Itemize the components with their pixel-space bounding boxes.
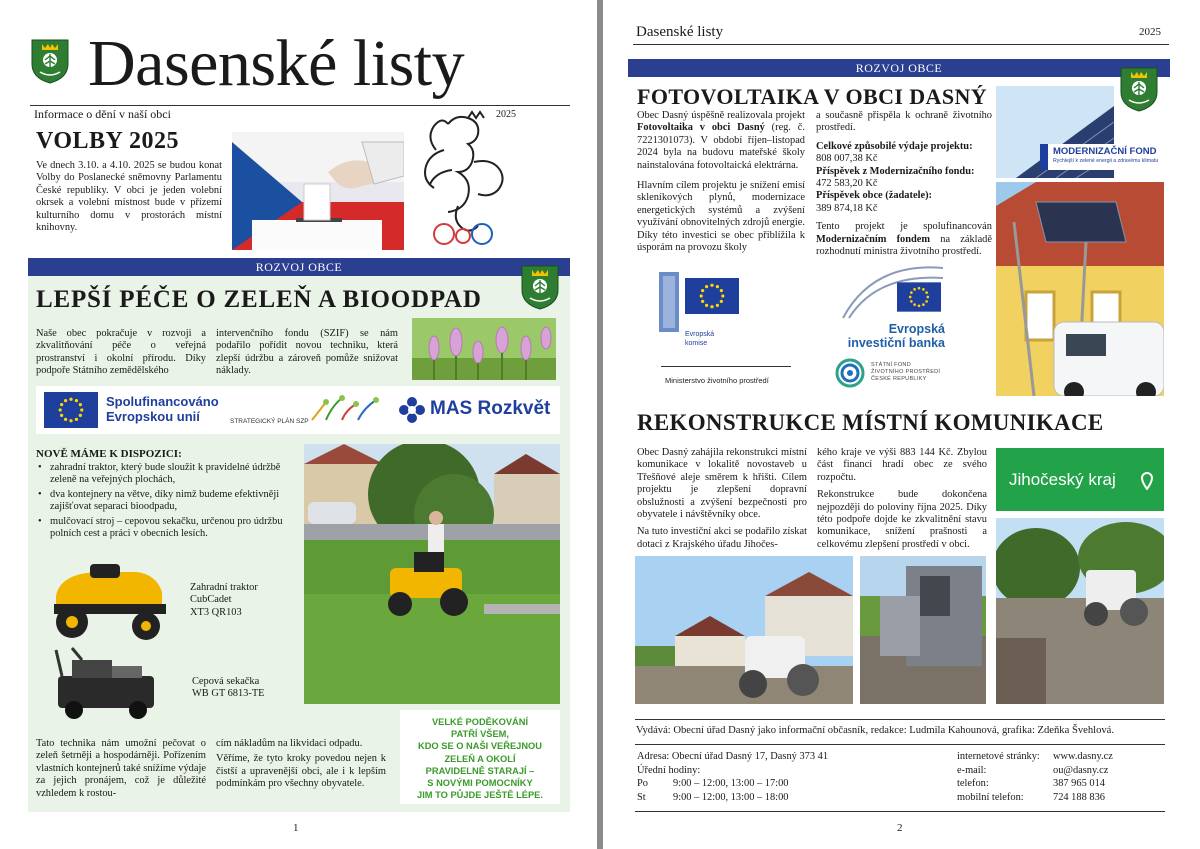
footer-rule-mid <box>635 744 1165 745</box>
eu-line1: Spolufinancováno <box>106 394 219 409</box>
closing-col2 <box>216 738 386 791</box>
footer-rule-bottom <box>635 811 1165 812</box>
tractor-caption-3: XT3 QR103 <box>190 606 242 618</box>
footer-contact-table <box>957 750 1121 804</box>
village-crest-icon-3 <box>1119 66 1159 112</box>
page-number-2: 2 <box>897 822 903 834</box>
rek-p4: Rekonstrukce bude dokončena nejpozději do poloviny října 2025. Díky této podpoře dojde ke zkvalitnění stavu komunikace, snížení prašnosti a celkovému zlepšení prostředí v obci. <box>817 489 987 550</box>
fve-p4-pre: Tento projekt je spolufinancován <box>816 221 992 233</box>
list-item: • zahradní traktor, který bude sloužit k pravidelné údržbě zeleně na veřejných plochách, <box>36 462 296 487</box>
footer-st-hours: 9:00 – 12:00, 13:00 – 18:00 <box>673 791 789 803</box>
zelen-intro-col1: Naše obec pokračuje v rozvoji a zkvalitňování péče o veřejná prostranství i okolní přírodu. Díky podpoře Státního zemědělského <box>36 328 206 377</box>
fve-col1 <box>637 110 805 254</box>
list-item: • mulčovací stroj – cepovou sekačku, určenou pro údržbu polních cest a práci v obecních lesích. <box>36 516 296 541</box>
footer-vydava: Vydává: Obecní úřad Dasný jako informační občasník, redakce: Ludmila Kahounová, grafika: Zdeňka Švehlová. <box>636 725 1115 736</box>
eib-logo <box>887 322 945 336</box>
coat-of-arms-lion-icon <box>418 110 510 250</box>
footer-web-value[interactable]: www.dasny.cz <box>1053 751 1113 762</box>
mas-flower-icon <box>398 396 426 424</box>
ek-line2: komise <box>685 340 708 347</box>
closing-col2-a: cím nákladům na likvidaci odpadu. <box>216 738 363 749</box>
mzp-logo: Ministerstvo životního prostředí <box>665 376 769 385</box>
village-crest-icon-2 <box>520 264 560 310</box>
footer-st-day: St <box>637 791 646 803</box>
closing-col1: Tato technika nám umožní pečovat o zeleň šetrněji a hospodárněji. Pořízením vlastních kontejnerů také snížíme výdaje za jejich pronájem, což je důležité vzhledem k rostou- <box>36 738 206 799</box>
rek-p1: Obec Dasný zahájila rekonstrukci místní komunikace v lokalitě novostaveb u Třešňové aleje směrem k hřišti. Cílem projektu je zlepšení dopravní obslužnosti a zvýšení bezpečnosti pro obyvatele i návštěvníky obce. <box>637 447 807 521</box>
page-number-1: 1 <box>293 822 299 834</box>
eu-cofinanced-logo <box>106 394 219 424</box>
road-milling-photo <box>860 556 986 704</box>
fve-cost-label: Celkové způsobilé výdaje projektu: <box>816 140 973 152</box>
section-bar-rozvoj-obce-2: ROZVOJ OBCE <box>628 59 1170 77</box>
rek-col2 <box>817 447 987 551</box>
thanks-line: VELKÉ PODĚKOVÁNÍ <box>431 717 529 727</box>
mzp-rule <box>661 366 791 367</box>
masthead-rule <box>30 105 570 106</box>
volby-heading: VOLBY 2025 <box>36 128 179 154</box>
tractor-caption <box>190 582 258 619</box>
map-pin-icon <box>1141 472 1153 490</box>
fve-p4 <box>816 221 992 258</box>
footer-mob-value: 724 188 836 <box>1053 791 1105 803</box>
tractor-image <box>46 556 168 642</box>
page-1 <box>0 0 597 849</box>
zelen-intro-col2: intervenčního fondu (SZIF) se nám podařilo pořídit novou techniku, která zlepší údržbu a zároveň pomůže snižovat náklady. <box>216 328 398 377</box>
rek-heading: REKONSTRUKCE MÍSTNÍ KOMUNIKACE <box>637 410 1104 435</box>
modfond-sub: Rychlejší k zelené energii a zdravému klimatu <box>1053 158 1159 164</box>
fve-p4-bold: Modernizačním fondem <box>816 233 931 245</box>
page2-header-year: 2025 <box>1139 26 1161 38</box>
mower-caption-1: Cepová sekačka <box>192 676 260 687</box>
masthead-subtitle: Informace o dění v naší obci <box>34 107 171 121</box>
fve-cost-value: 808 007,38 Kč <box>816 153 878 165</box>
footer-po-day: Po <box>637 778 648 789</box>
footer-email-value[interactable]: ou@dasny.cz <box>1053 764 1109 776</box>
sfzp-line3: ČESKÉ REPUBLIKY <box>871 376 927 382</box>
road-roller-photo-2 <box>996 518 1164 704</box>
eib-line1: Evropská <box>888 322 945 336</box>
thanks-line: PATŘÍ VŠEM, <box>450 729 510 740</box>
masthead-year: 2025 <box>496 109 516 120</box>
footer-address-table <box>637 750 836 804</box>
ek-line1: Evropská <box>685 331 715 338</box>
thanks-line: JIM TO PŮJDE JEŠTĚ LÉPE. <box>417 790 543 801</box>
sfzp-logo <box>871 362 940 383</box>
section-bar-rozvoj-obce: ROZVOJ OBCE <box>28 258 570 276</box>
thanks-box <box>400 710 560 804</box>
nove-list <box>36 462 296 542</box>
rek-p2: Na tuto investiční akci se podařilo získat dotaci z Krajského úřadu Jihočes- <box>637 526 807 550</box>
tractor-caption-1: Zahradní traktor <box>190 582 258 593</box>
thanks-line: S NOVÝMI POMOCNÍKY <box>427 778 533 789</box>
footer-hours-label: Úřední hodiny: <box>637 764 701 776</box>
page2-header-title: Dasenské listy <box>636 24 724 40</box>
footer-rule-top <box>635 719 1165 720</box>
mas-rozkvet-logo: MAS Rozkvět <box>430 398 551 419</box>
fve-p1-bold: Fotovoltaika v obci Dasný <box>637 122 765 134</box>
footer-mob-label: mobilní telefon: <box>957 791 1024 803</box>
fve-col2 <box>816 110 992 258</box>
sfzp-circle-icon <box>835 358 865 388</box>
closing-col2-b: Věříme, že tyto kroky povedou nejen k čistší a upravenější obci, ale i k lepším podmínkám pro všechny obyvatele. <box>216 753 386 790</box>
fve-obec-label: Příspěvek obce (žadatele): <box>816 190 932 202</box>
mowing-photo <box>304 444 560 704</box>
jk-label: Jihočeský kraj <box>1009 470 1116 489</box>
eib-line2: investiční banka <box>847 336 945 350</box>
list-item: • dva kontejnery na větve, díky nimž budeme efektivněji zajišťovat separaci bioodpadu, <box>36 489 296 514</box>
thanks-line: ZELEŇ A OKOLÍ <box>444 753 516 764</box>
rek-p3: kého kraje ve výši 883 144 Kč. Zbylou část financí hradí obec ze svého rozpočtu. <box>817 447 987 483</box>
fve-p1-post: (reg. č. 7221301073). V období říjen–listopad 2024 byla na budovu mateřské školy nainstalována fotovoltaická elektrárna. <box>637 122 805 171</box>
footer-tel-label: telefon: <box>957 778 989 789</box>
tractor-caption-2: CubCadet <box>190 594 232 606</box>
fve-p4-post: na základě rozhodnutí ministra životního prostředí. <box>816 233 992 258</box>
modfond-label: MODERNIZAČNÍ FOND <box>1053 146 1157 157</box>
fve-fund-value: 472 583,20 Kč <box>816 178 878 190</box>
page2-header-rule <box>633 44 1169 45</box>
rek-col1 <box>637 447 807 551</box>
fve-obec-value: 389 874,18 Kč <box>816 202 878 214</box>
footer-email-label: e-mail: <box>957 764 987 776</box>
thanks-line: KDO SE O NAŠI VEŘEJNOU <box>418 741 542 752</box>
footer-address: Adresa: Obecní úřad Dasný 17, Dasný 373 41 <box>637 751 829 762</box>
volby-text: Ve dnech 3.10. a 4.10. 2025 se budou konat Volby do Poslanecké sněmovny Parlamentu České republiky. V obci je jeden volební okrsek a volební místnost bude v přízemí kulturního domu v prostorách místní knihovny. <box>36 160 222 234</box>
eu-line2: Evropskou unií <box>106 409 200 424</box>
szp-label: STRATEGICKÝ PLÁN SZP <box>230 418 309 425</box>
page-2 <box>603 0 1200 849</box>
flail-mower-image <box>52 646 164 720</box>
fve-p3: a současně přispěla k ochraně životního prostředí. <box>816 110 992 134</box>
footer-po-hours: 9:00 – 12:00, 13:00 – 17:00 <box>673 778 789 789</box>
mower-caption-2: WB GT 6813-TE <box>192 688 265 700</box>
ballot-photo <box>232 132 404 250</box>
fve-p2: Hlavním cílem projektu je snížení emisí skleníkových plynů, modernizace energetických systémů a zvýšení využívání obnovitelných zdrojů energie. Díky této investici se obec přiblížila k úsporám na provozu školy <box>637 180 805 254</box>
school-solar-photo <box>996 182 1164 396</box>
fve-p1 <box>637 110 805 172</box>
village-crest-icon <box>30 38 70 84</box>
eib-icon <box>839 264 943 320</box>
sfzp-line1: STÁTNÍ FOND <box>871 362 911 368</box>
fve-p1-pre: Obec Dasný úspěšně realizovala projekt <box>637 110 805 121</box>
fve-heading: FOTOVOLTAIKA V OBCI DASNÝ <box>637 84 988 109</box>
crocus-photo <box>412 318 556 380</box>
footer-web-label: internetové stránky: <box>957 751 1040 762</box>
zelen-heading: LEPŠÍ PÉČE O ZELEŇ A BIOODPAD <box>36 286 482 313</box>
fve-fund-label: Příspěvek z Modernizačního fondu: <box>816 165 975 177</box>
mower-caption <box>192 676 265 701</box>
footer-tel-value: 387 965 014 <box>1053 778 1105 789</box>
masthead-title: Dasenské listy <box>88 27 465 100</box>
sfzp-line2: ŽIVOTNÍHO PROSTŘEDÍ <box>871 369 941 375</box>
szp-sprouts-icon <box>306 392 384 422</box>
road-roller-photo-1 <box>635 556 853 704</box>
nove-heading: NOVĚ MÁME K DISPOZICI: <box>36 448 182 460</box>
european-commission-logo <box>685 330 714 348</box>
eu-flag-icon <box>44 392 98 428</box>
thanks-line: PRAVIDELNĚ STARAJÍ – <box>425 765 535 776</box>
